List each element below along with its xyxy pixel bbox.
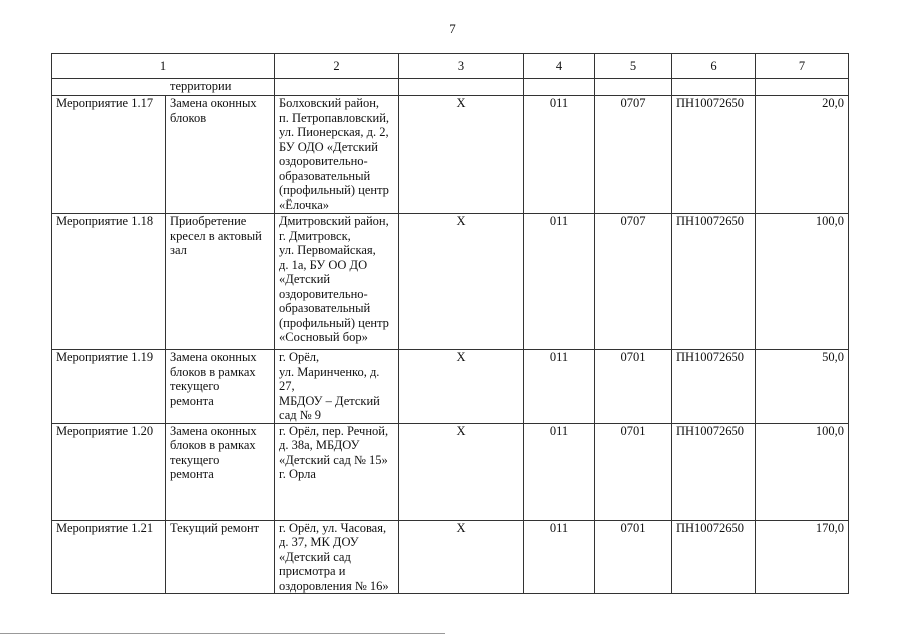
- table-row: [52, 96, 849, 214]
- place-line: ул. Пионерская, д. 2,: [279, 125, 389, 139]
- work-cell: [166, 96, 275, 214]
- col5-cell: 0701: [595, 350, 672, 424]
- work-line: текущего: [170, 452, 220, 467]
- col7-cell: 20,0: [756, 96, 849, 214]
- header-col-6: 6: [672, 54, 756, 79]
- col3-cell: Х: [399, 423, 524, 520]
- event-cell: Мероприятие 1.21: [52, 520, 166, 594]
- col6-cell: ПН10072650: [672, 96, 756, 214]
- page-number: 7: [449, 21, 456, 36]
- place-line: образовательный: [279, 301, 371, 315]
- place-cell: [275, 520, 399, 594]
- event-cell: Мероприятие 1.17: [52, 96, 166, 214]
- work-line: кресел в актовый: [170, 228, 262, 243]
- work-line: блоков в рамках: [170, 438, 256, 452]
- continuation-row: [52, 79, 849, 96]
- continuation-empty: [524, 79, 595, 96]
- place-cell: [275, 96, 399, 214]
- place-line: «Сосновый бор»: [279, 330, 368, 344]
- place-line: п. Петропавловский,: [279, 110, 390, 125]
- place-line: г. Орёл, пер. Речной,: [279, 423, 389, 438]
- place-line: (профильный) центр: [279, 183, 389, 197]
- place-line: «Детский сад № 15»: [279, 452, 388, 467]
- continuation-cell: территории: [52, 79, 275, 96]
- place-line: (профильный) центр: [279, 315, 389, 330]
- place-line: д. 38а, МБДОУ: [279, 438, 360, 452]
- place-line: МБДОУ – Детский: [279, 393, 380, 408]
- place-cell: [275, 214, 399, 350]
- header-row: [52, 54, 849, 79]
- work-cell: [166, 520, 275, 594]
- work-line: Замена оконных: [170, 350, 257, 364]
- header-col-1: 1: [52, 54, 275, 79]
- col4-cell: 011: [524, 520, 595, 594]
- table-row: [52, 214, 849, 350]
- work-cell: [166, 350, 275, 424]
- work-line: Замена оконных: [170, 423, 257, 438]
- continuation-empty: [756, 79, 849, 96]
- col6-cell: ПН10072650: [672, 520, 756, 594]
- work-line: Текущий ремонт: [170, 520, 260, 535]
- table-row: [52, 520, 849, 594]
- place-line: оздоровления № 16»: [279, 578, 389, 593]
- col3-cell: Х: [399, 350, 524, 424]
- header-col-3: 3: [399, 54, 524, 79]
- place-line: оздоровительно-: [279, 286, 368, 301]
- col6-cell: ПН10072650: [672, 350, 756, 424]
- place-line: «Детский: [279, 272, 331, 286]
- col6-cell: ПН10072650: [672, 214, 756, 350]
- work-cell: [166, 214, 275, 350]
- place-line: присмотра и: [279, 564, 346, 578]
- continuation-empty: [275, 79, 399, 96]
- col4-cell: 011: [524, 423, 595, 520]
- place-line: Дмитровский район,: [279, 214, 389, 228]
- place-line: Болховский район,: [279, 96, 380, 110]
- work-line: текущего: [170, 379, 220, 393]
- col7-cell: 100,0: [756, 423, 849, 520]
- table-header: [52, 54, 849, 79]
- table-body: [52, 79, 849, 594]
- place-line: г. Орёл, ул. Часовая,: [279, 520, 387, 535]
- work-line: ремонта: [170, 393, 214, 408]
- place-line: ул. Маринченко, д. 27,: [279, 364, 380, 393]
- event-cell: Мероприятие 1.20: [52, 423, 166, 520]
- place-line: ул. Первомайская,: [279, 243, 376, 257]
- col3-cell: Х: [399, 520, 524, 594]
- header-col-5: 5: [595, 54, 672, 79]
- table-row: [52, 350, 849, 424]
- col5-cell: 0707: [595, 214, 672, 350]
- col4-cell: 011: [524, 214, 595, 350]
- header-col-2: 2: [275, 54, 399, 79]
- continuation-empty: [399, 79, 524, 96]
- col3-cell: Х: [399, 96, 524, 214]
- header-col-4: 4: [524, 54, 595, 79]
- work-line: Приобретение: [170, 214, 247, 228]
- bottom-rule: [0, 633, 445, 634]
- place-line: БУ ОДО «Детский: [279, 139, 378, 154]
- place-line: оздоровительно-: [279, 154, 368, 168]
- col5-cell: 0701: [595, 520, 672, 594]
- place-line: г. Орла: [279, 467, 316, 481]
- place-line: г. Орёл,: [279, 350, 320, 364]
- work-line: зал: [170, 243, 187, 257]
- continuation-empty: [595, 79, 672, 96]
- continuation-empty: [672, 79, 756, 96]
- place-line: д. 37, МК ДОУ: [279, 535, 359, 549]
- place-line: образовательный: [279, 168, 371, 183]
- work-line: ремонта: [170, 467, 214, 481]
- place-line: сад № 9: [279, 408, 322, 422]
- col7-cell: 170,0: [756, 520, 849, 594]
- place-cell: [275, 423, 399, 520]
- place-line: «Ёлочка»: [279, 197, 330, 212]
- col5-cell: 0701: [595, 423, 672, 520]
- col4-cell: 011: [524, 96, 595, 214]
- col3-cell: Х: [399, 214, 524, 350]
- place-line: д. 1а, БУ ОО ДО: [279, 257, 368, 272]
- budget-table: [51, 53, 849, 594]
- event-cell: Мероприятие 1.19: [52, 350, 166, 424]
- col7-cell: 50,0: [756, 350, 849, 424]
- work-cell: [166, 423, 275, 520]
- event-cell: Мероприятие 1.18: [52, 214, 166, 350]
- work-line: блоков в рамках: [170, 364, 256, 379]
- col5-cell: 0707: [595, 96, 672, 214]
- place-cell: [275, 350, 399, 424]
- table-row: [52, 423, 849, 520]
- work-line: блоков: [170, 110, 207, 125]
- col6-cell: ПН10072650: [672, 423, 756, 520]
- work-line: Замена оконных: [170, 96, 257, 110]
- col4-cell: 011: [524, 350, 595, 424]
- place-line: г. Дмитровск,: [279, 228, 351, 243]
- header-col-7: 7: [756, 54, 849, 79]
- col7-cell: 100,0: [756, 214, 849, 350]
- place-line: «Детский сад: [279, 549, 351, 564]
